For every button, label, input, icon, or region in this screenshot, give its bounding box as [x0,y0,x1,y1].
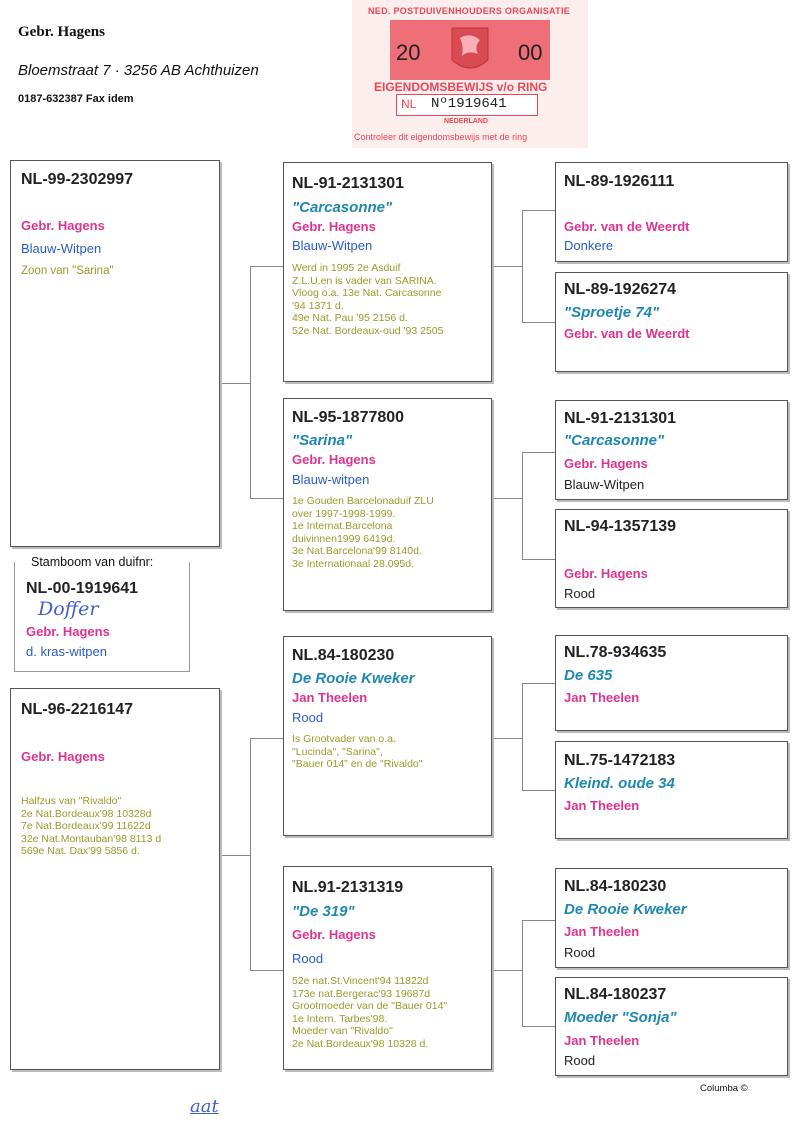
g4-color: Rood [564,586,596,601]
g3-owner: Gebr. Hagens [564,456,648,471]
sd-ring: NL-95-1877800 [292,409,405,426]
g8-name: Moeder "Sonja" [564,1009,677,1026]
g7-name: De Rooie Kweker [564,901,687,918]
ggp-card-4[interactable] [555,509,788,608]
dd-name: "De 319" [292,903,355,920]
g1-owner: Gebr. van de Weerdt [564,219,690,234]
g3-color: Blauw-Witpen [564,477,645,492]
ss-owner: Gebr. Hagens [292,219,376,234]
ss-color: Blauw-Witpen [292,238,373,253]
connector [220,383,250,384]
dd-ring: NL.91-2131319 [292,879,404,896]
g2-owner: Gebr. van de Weerdt [564,326,690,341]
connector [250,266,284,267]
breeder-phone: 0187-632387 Fax idem [18,93,134,105]
dam-card[interactable] [10,688,220,1070]
ggp-card-7[interactable] [555,868,788,968]
connector [522,683,556,684]
connector [522,559,556,560]
g7-color: Rood [564,945,596,960]
g6-ring: NL.75-1472183 [564,752,676,769]
connector [522,452,556,453]
ownership-certificate-stamp [352,0,588,148]
footer-credit: Columba © [700,1083,748,1094]
ds-note: Is Grootvader van o.a. "Lucinda", "Sarina", "Bauer 014" en de "Rivaldo" [292,733,423,770]
connector [250,266,251,498]
ds-ring: NL.84-180230 [292,647,395,664]
sire-owner: Gebr. Hagens [21,218,105,233]
stamp-note: Controleer dit eigendomsbewijs met de ring [354,132,528,142]
g8-owner: Jan Theelen [564,1033,640,1048]
dam-dam-card[interactable] [283,866,492,1070]
stamp-year-left: 20 [396,40,421,65]
connector [522,210,556,211]
ss-ring: NL-91-2131301 [292,175,405,192]
g4-ring: NL-94-1357139 [564,518,677,535]
ggp-card-5[interactable] [555,635,788,731]
sire-sire-card[interactable] [283,162,492,382]
g7-ring: NL.84-180230 [564,878,667,895]
connector [522,210,523,322]
ss-note: Werd in 1995 2e Asduif Z.L.U.en is vader van SARINA. Vloog o.a. 13e Nat. Carcasonne '94 1371 d. 49e Nat. Pau '95 2156 d. 52e Nat. Bordeaux-oud '93 2505 [292,262,444,337]
connector [522,322,556,323]
connector [522,683,523,790]
ggp-card-3[interactable] [555,400,788,500]
subject-caption: Stamboom van duifnr: [28,555,156,569]
connector [492,738,522,739]
connector [250,498,284,499]
connector [522,790,556,791]
dam-note: Halfzus van "Rivaldo" 2e Nat.Bordeaux'98 10328d 7e Nat.Bordeaux'99 11622d 32e Nat.Montauban'98 8113 d 569e Nat. Dax'99 5856 d. [21,795,162,857]
connector [250,970,284,971]
ggp-card-2[interactable] [555,272,788,372]
g7-owner: Jan Theelen [564,924,640,939]
g3-name: "Carcasonne" [564,432,665,449]
dam-owner: Gebr. Hagens [21,749,105,764]
subject-color: d. kras-witpen [26,644,107,659]
g5-ring: NL.78-934635 [564,644,667,661]
g3-ring: NL-91-2131301 [564,410,677,427]
connector [250,738,284,739]
stamp-year-right: 00 [518,40,543,65]
ss-name: "Carcasonne" [292,199,393,216]
connector [522,920,556,921]
subject-owner: Gebr. Hagens [26,624,110,639]
g6-name: Kleind. oude 34 [564,775,675,792]
sire-ring: NL-99-2302997 [21,171,134,188]
ds-name: De Rooie Kweker [292,670,415,687]
connector [220,855,250,856]
subject-sex-handwritten: Doffer [38,598,99,620]
g6-owner: Jan Theelen [564,798,640,813]
sire-color: Blauw-Witpen [21,241,102,256]
dd-color: Rood [292,951,324,966]
ggp-card-1[interactable] [555,162,788,262]
sire-card[interactable] [10,160,220,547]
g1-ring: NL-89-1926111 [564,173,675,190]
connector [492,970,522,971]
ggp-card-8[interactable] [555,977,788,1076]
g5-owner: Jan Theelen [564,690,640,705]
dd-owner: Gebr. Hagens [292,927,376,942]
connector [522,920,523,1026]
stamp-title: EIGENDOMSBEWIJS v/o RING [374,80,548,94]
sd-name: "Sarina" [292,432,353,449]
stamp-org: NED. POSTDUIVENHOUDERS ORGANISATIE [368,6,571,16]
ds-owner: Jan Theelen [292,690,368,705]
connector [522,1026,556,1027]
stamp-number: Nº1919641 [431,96,507,112]
g1-color: Donkere [564,238,614,253]
sd-note: 1e Gouden Barcelonaduif ZLU over 1997-1998-1999. 1e Internat.Barcelona duivinnen1999 6419d. 3e Nat.Barcelona'99 8140d. 3e Internationaal 28.095d. [292,495,434,570]
g8-ring: NL.84-180237 [564,986,667,1003]
stamp-number-box [396,94,538,116]
ggp-card-6[interactable] [555,741,788,839]
g2-name: "Sproetje 74" [564,304,660,321]
g5-name: De 635 [564,667,613,684]
sire-dam-card[interactable] [283,398,492,611]
g2-ring: NL-89-1926274 [564,281,677,298]
handwritten-initials: aat [190,1096,219,1117]
connector [250,738,251,970]
dam-sire-card[interactable] [283,636,492,836]
g8-color: Rood [564,1053,596,1068]
sd-color: Blauw-witpen [292,472,370,487]
dam-ring: NL-96-2216147 [21,701,134,718]
g4-owner: Gebr. Hagens [564,566,648,581]
ds-color: Rood [292,710,324,725]
connector [522,452,523,559]
breeder-name: Gebr. Hagens [18,24,105,40]
sd-owner: Gebr. Hagens [292,452,376,467]
breeder-address: Bloemstraat 7 · 3256 AB Achthuizen [18,62,259,79]
sire-note: Zoon van "Sarina" [21,265,114,277]
stamp-country-name: NEDERLAND [444,118,488,125]
stamp-country: NL [401,97,417,111]
dd-note: 52e nat.St.Vincent'94 11822d 173e nat.Bergerac'93 19687d Grootmoeder van de "Bauer 014" 1e Intern. Tarbes'98. Moeder van "Rivaldo" 2e Nat.Bordeaux'98 10328 d. [292,975,448,1050]
connector [492,266,522,267]
connector [492,498,522,499]
subject-ring: NL-00-1919641 [26,580,139,597]
